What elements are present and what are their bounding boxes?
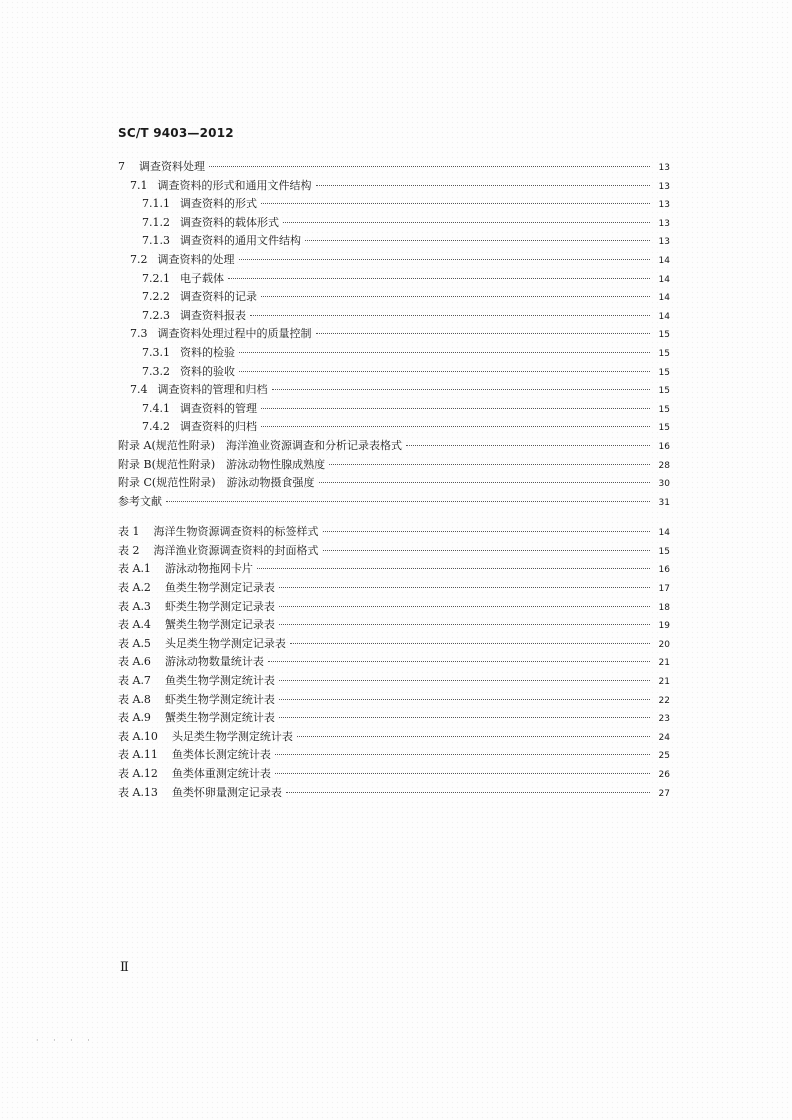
toc-entry-page: 17	[658, 584, 670, 595]
toc-entry-label	[142, 195, 257, 214]
toc-entry-label	[142, 307, 246, 326]
toc-entry[interactable]	[118, 363, 670, 382]
dot-leader	[268, 661, 650, 662]
dot-leader	[209, 166, 650, 167]
toc-entry-title: 头足类生物学测定记录表	[164, 636, 286, 650]
toc-entry[interactable]	[118, 437, 670, 456]
toc-entry-number: 表 A.13	[118, 785, 158, 799]
dot-leader	[279, 606, 650, 607]
toc-entry-label	[142, 418, 257, 437]
dot-leader	[329, 464, 650, 465]
toc-entry-page: 21	[658, 677, 670, 688]
toc-entry-page: 13	[658, 163, 670, 173]
dot-leader	[283, 222, 650, 223]
toc-entry-label	[130, 325, 312, 344]
toc-entry-label	[142, 214, 279, 233]
toc-entry-number: 7.3	[130, 327, 148, 341]
toc-entry[interactable]	[118, 288, 670, 307]
toc-entry-page: 16	[658, 565, 670, 576]
toc-entry-page: 19	[658, 621, 670, 632]
toc-entry-page: 26	[658, 770, 670, 780]
toc-entry[interactable]	[118, 560, 670, 579]
toc-entry-label	[118, 616, 275, 635]
toc-entry-label	[118, 456, 325, 475]
dot-leader	[279, 587, 650, 588]
toc-entry[interactable]	[118, 691, 670, 710]
dot-leader	[261, 426, 650, 427]
dot-leader	[279, 717, 650, 718]
toc-entry-number: 7.2.3	[142, 308, 170, 322]
toc-entry[interactable]	[118, 456, 670, 475]
toc-entry-title: 调查资料处理过程中的质量控制	[157, 327, 312, 341]
toc-entry-title: 鱼类生物学测定记录表	[164, 581, 275, 595]
toc-entry-page: 18	[658, 602, 670, 613]
dot-leader	[257, 568, 650, 569]
toc-entry-label	[118, 691, 275, 710]
toc-entry-page: 13	[658, 200, 670, 211]
toc-entry-number: 7.1	[130, 178, 148, 192]
toc-entry-page: 21	[658, 658, 670, 669]
toc-entry-title: 游泳动物数量统计表	[164, 655, 264, 669]
toc-entry-label	[118, 542, 319, 561]
toc-gap	[118, 511, 670, 523]
toc-entry[interactable]	[118, 232, 670, 251]
toc-entry[interactable]	[118, 158, 670, 177]
toc-entry[interactable]	[118, 251, 670, 270]
toc-entry[interactable]	[118, 493, 670, 512]
toc-entry-title: 调查资料的处理	[157, 252, 235, 266]
toc-entry[interactable]	[118, 177, 670, 196]
toc-entry-page: 15	[658, 386, 670, 397]
toc-entry-number: 表 A.1	[118, 562, 151, 576]
toc-entry-label	[118, 784, 282, 803]
toc-entry[interactable]	[118, 381, 670, 400]
toc-entry-page: 13	[658, 218, 670, 229]
toc-entry-number: 7.2	[130, 252, 148, 266]
toc-entry[interactable]	[118, 598, 670, 617]
toc-entry-title: 鱼类体长测定统计表	[171, 748, 271, 762]
toc-entry-number: 表 A.11	[118, 748, 158, 762]
toc-entry-label	[142, 288, 257, 307]
dot-leader	[316, 185, 651, 186]
toc-entry-page: 15	[658, 404, 670, 415]
toc-entry-page: 28	[658, 460, 670, 471]
toc-entry-number: 7.1.1	[142, 197, 170, 211]
toc-entry-page: 20	[658, 639, 670, 650]
dot-leader	[261, 296, 650, 297]
toc-entry[interactable]	[118, 474, 670, 493]
toc-entry-title: 蟹类生物学测定统计表	[164, 711, 275, 725]
toc-entry[interactable]	[118, 542, 670, 561]
toc-entry[interactable]	[118, 616, 670, 635]
toc-entry-number: 表 1	[118, 525, 140, 539]
scan-artifact: · · · ·	[36, 1036, 96, 1045]
dot-leader	[261, 203, 650, 204]
toc-entry-page: 15	[658, 367, 670, 378]
toc-entry[interactable]	[118, 784, 670, 803]
toc-entry-number: 表 A.9	[118, 711, 151, 725]
toc-entry-label	[142, 270, 224, 289]
toc-entry-label	[142, 232, 301, 251]
toc-entry-label	[130, 251, 235, 270]
toc-entry-page: 14	[658, 311, 670, 322]
toc-entry[interactable]	[118, 400, 670, 419]
toc-entry-number: 表 A.6	[118, 655, 151, 669]
dot-leader	[228, 278, 650, 279]
toc-entry-title: 鱼类体重测定统计表	[171, 767, 271, 780]
toc-entry-page: 14	[658, 274, 670, 285]
toc-entry-title: 调查资料的归档	[180, 420, 257, 434]
toc-entry-number: 7.2.1	[142, 271, 170, 285]
toc-entry-title: 附录 C(规范性附录) 游泳动物摄食强度	[118, 476, 315, 490]
toc-entry-number: 表 A.3	[118, 599, 151, 613]
toc-entry[interactable]	[118, 523, 670, 542]
toc-entry[interactable]	[118, 344, 670, 363]
dot-leader	[290, 643, 650, 644]
toc-entry-number: 表 A.12	[118, 767, 158, 780]
toc-entry-label	[142, 400, 257, 419]
dot-leader	[323, 531, 651, 532]
toc-entry-page: 15	[658, 423, 670, 434]
toc-entry[interactable]	[118, 270, 670, 289]
toc-entry-label	[118, 746, 271, 765]
toc-entry-label	[118, 474, 315, 493]
dot-leader	[250, 315, 650, 316]
toc-entry-title: 海洋渔业资源调查资料的封面格式	[153, 543, 319, 557]
toc-entry-label	[142, 344, 235, 363]
dot-leader	[279, 699, 650, 700]
toc-entry-label	[118, 635, 286, 654]
toc-entry[interactable]	[118, 214, 670, 233]
toc-entry-label	[118, 653, 264, 672]
toc-entry[interactable]	[118, 418, 670, 437]
dot-leader	[261, 408, 650, 409]
toc-entry-title: 资料的验收	[180, 364, 235, 378]
toc-entry-label	[118, 709, 275, 728]
toc-entry-title: 游泳动物拖网卡片	[164, 562, 253, 576]
dot-leader	[286, 792, 650, 793]
dot-leader	[272, 389, 651, 390]
toc-entry[interactable]	[118, 195, 670, 214]
toc-entry-label	[130, 177, 312, 196]
toc-entry-label	[130, 381, 268, 400]
toc-entry[interactable]	[118, 635, 670, 654]
toc-entry-label	[118, 493, 162, 512]
toc-entry-title: 调查资料的通用文件结构	[180, 234, 301, 248]
toc-entry[interactable]	[118, 672, 670, 691]
dot-leader	[279, 680, 650, 681]
toc-entry-label	[118, 598, 275, 617]
toc-entry[interactable]	[118, 579, 670, 598]
toc-entry-title: 附录 B(规范性附录) 游泳动物性腺成熟度	[118, 457, 326, 471]
toc-entry-page: 27	[658, 788, 670, 799]
toc-entry-page: 23	[658, 714, 670, 725]
toc-entry-label	[118, 672, 275, 691]
toc-entry-title: 电子载体	[180, 271, 224, 285]
toc-entry-page: 15	[658, 348, 670, 359]
toc-entry[interactable]	[118, 709, 670, 728]
toc-entry-label	[118, 579, 275, 598]
toc-entry[interactable]	[118, 765, 670, 784]
toc-entry-number: 7.3.2	[142, 364, 170, 378]
toc-entry-number: 表 A.4	[118, 618, 151, 632]
toc-entry-number: 7.4	[130, 383, 148, 397]
toc-entry-label	[118, 523, 319, 542]
toc-entry-label	[118, 728, 293, 747]
dot-leader	[406, 445, 650, 446]
toc-entry-page: 30	[658, 479, 670, 490]
toc-section-list	[118, 158, 670, 511]
toc-entry-title: 调查资料的记录	[180, 290, 257, 304]
dot-leader	[279, 624, 650, 625]
toc-entry-number: 表 A.2	[118, 581, 151, 595]
toc-entry-title: 调查资料的载体形式	[180, 215, 279, 229]
toc-entry[interactable]	[118, 746, 670, 765]
toc-entry-title: 鱼类怀卵量测定记录表	[171, 785, 282, 799]
toc-entry-title: 资料的检验	[180, 345, 235, 359]
toc-entry[interactable]	[118, 653, 670, 672]
toc-entry-number: 表 A.8	[118, 692, 151, 706]
toc-entry-page: 14	[658, 293, 670, 304]
toc-entry-number: 表 A.7	[118, 674, 151, 688]
toc-entry-title: 头足类生物学测定统计表	[171, 729, 293, 743]
toc-entry-page: 15	[658, 330, 670, 341]
dot-leader	[239, 259, 651, 260]
toc-entry-title: 参考文献	[118, 494, 162, 508]
dot-leader	[275, 773, 650, 774]
toc-entry-page: 13	[658, 181, 670, 192]
toc-entry-title: 调查资料的形式	[180, 197, 257, 211]
toc-entry-number: 7.3.1	[142, 345, 170, 359]
toc-entry-title: 调查资料的管理	[180, 401, 257, 415]
dot-leader	[323, 550, 651, 551]
toc-entry-title: 虾类生物学测定记录表	[164, 599, 275, 613]
toc-entry-page: 24	[658, 732, 670, 743]
toc-entry[interactable]	[118, 307, 670, 326]
toc-entry[interactable]	[118, 728, 670, 747]
toc-entry-label	[118, 158, 205, 177]
toc-entry-label	[118, 560, 253, 579]
dot-leader	[319, 482, 651, 483]
toc-entry-title: 蟹类生物学测定记录表	[164, 618, 275, 632]
toc-entry-title: 附录 A(规范性附录) 海洋渔业资源调查和分析记录表格式	[118, 438, 403, 452]
toc-entry-number: 7.4.1	[142, 401, 170, 415]
toc-entry-number: 7.1.3	[142, 234, 170, 248]
standard-code: SC/T 9403—2012	[118, 126, 234, 140]
dot-leader	[166, 501, 650, 502]
toc-entry-label	[142, 363, 235, 382]
page-number: Ⅱ	[120, 960, 129, 975]
table-of-contents	[118, 158, 670, 802]
toc-table-list	[118, 523, 670, 802]
toc-entry-title: 调查资料的形式和通用文件结构	[157, 178, 312, 192]
toc-entry-number: 7	[118, 160, 125, 173]
toc-entry-page: 16	[658, 441, 670, 452]
toc-entry-label	[118, 765, 271, 784]
toc-entry-page: 15	[658, 546, 670, 557]
dot-leader	[305, 240, 650, 241]
toc-entry-number: 表 2	[118, 543, 140, 557]
dot-leader	[297, 736, 650, 737]
toc-entry-number: 7.2.2	[142, 290, 170, 304]
toc-entry-title: 虾类生物学测定统计表	[164, 692, 275, 706]
toc-entry-page: 13	[658, 237, 670, 248]
dot-leader	[316, 333, 651, 334]
toc-entry-page: 31	[658, 497, 670, 508]
toc-entry-title: 鱼类生物学测定统计表	[164, 674, 275, 688]
toc-entry-page: 25	[658, 751, 670, 762]
toc-entry-title: 调查资料的管理和归档	[157, 383, 268, 397]
toc-entry-number: 表 A.5	[118, 636, 151, 650]
toc-entry-number: 7.1.2	[142, 215, 170, 229]
toc-entry-title: 海洋生物资源调查资料的标签样式	[153, 525, 319, 539]
toc-entry-title: 调查资料报表	[180, 308, 246, 322]
toc-entry-number: 7.4.2	[142, 420, 170, 434]
toc-entry-title: 调查资料处理	[139, 160, 205, 173]
dot-leader	[239, 352, 650, 353]
toc-entry-label	[118, 437, 402, 456]
toc-entry-page: 22	[658, 695, 670, 706]
toc-entry-page: 14	[658, 255, 670, 266]
toc-entry-number: 表 A.10	[118, 729, 158, 743]
dot-leader	[239, 371, 650, 372]
toc-entry-page: 14	[658, 528, 670, 539]
toc-entry[interactable]	[118, 325, 670, 344]
dot-leader	[275, 754, 650, 755]
